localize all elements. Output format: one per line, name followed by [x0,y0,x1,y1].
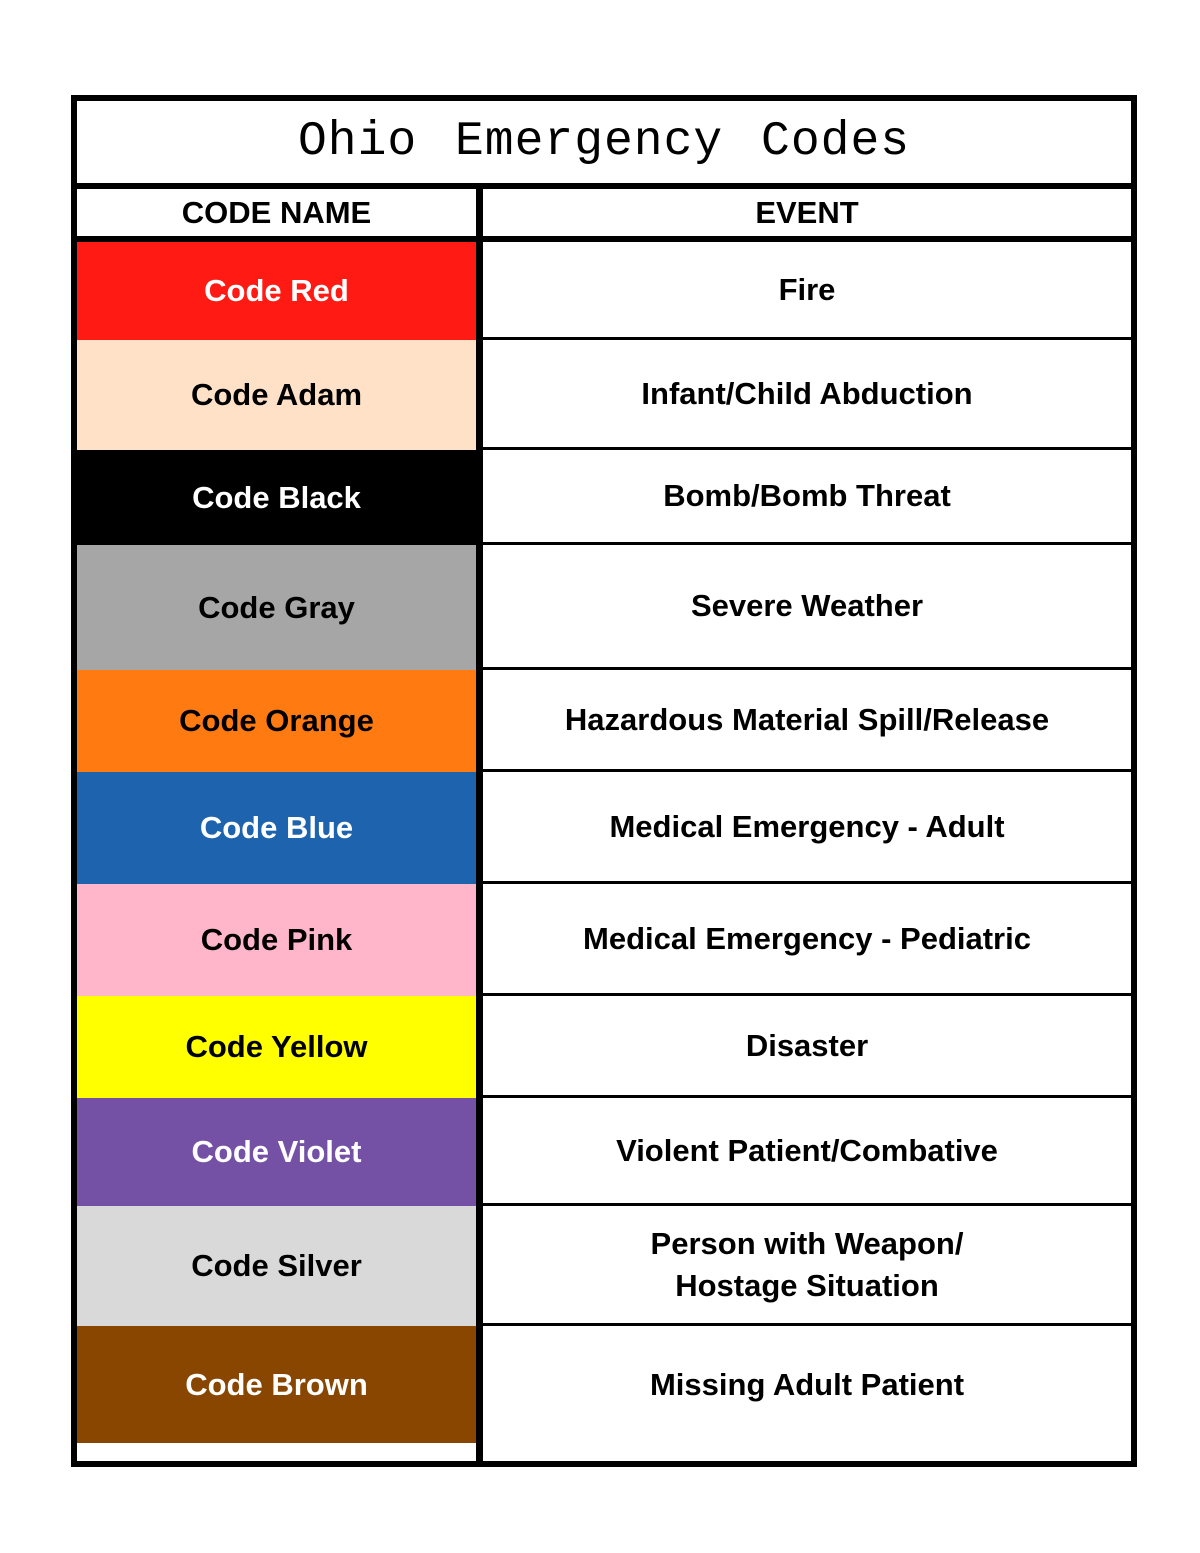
event-cell: Fire [483,242,1131,340]
codes-grid [77,189,1131,1461]
event-cell: Medical Emergency - Adult [483,772,1131,884]
code-name-cell: Code Blue [77,772,476,884]
code-name-cell: Code Gray [77,545,476,670]
code-name-column [77,189,483,1461]
event-cell: Person with Weapon/ Hostage Situation [483,1206,1131,1326]
code-name-cell: Code Brown [77,1326,476,1443]
event-header: EVENT [483,189,1131,242]
event-cell: Severe Weather [483,545,1131,670]
emergency-codes-table [71,95,1137,1467]
code-name-cell: Code Black [77,450,476,545]
event-cell: Medical Emergency - Pediatric [483,884,1131,996]
code-name-header: CODE NAME [77,189,476,242]
code-name-cell: Code Pink [77,884,476,996]
code-name-cell: Code Adam [77,340,476,450]
title-row [77,101,1131,189]
event-cell: Disaster [483,996,1131,1098]
code-name-cell: Code Orange [77,670,476,772]
code-name-cell: Code Violet [77,1098,476,1206]
code-name-cell: Code Silver [77,1206,476,1326]
event-cell: Bomb/Bomb Threat [483,450,1131,545]
code-name-cell: Code Red [77,242,476,340]
code-name-cell: Code Yellow [77,996,476,1098]
event-cell: Violent Patient/Combative [483,1098,1131,1206]
event-column [483,189,1131,1461]
page-title: Ohio Emergency Codes [297,115,911,169]
event-cell: Infant/Child Abduction [483,340,1131,450]
event-cell: Missing Adult Patient [649,1366,965,1402]
event-cell: Hazardous Material Spill/Release [483,670,1131,772]
